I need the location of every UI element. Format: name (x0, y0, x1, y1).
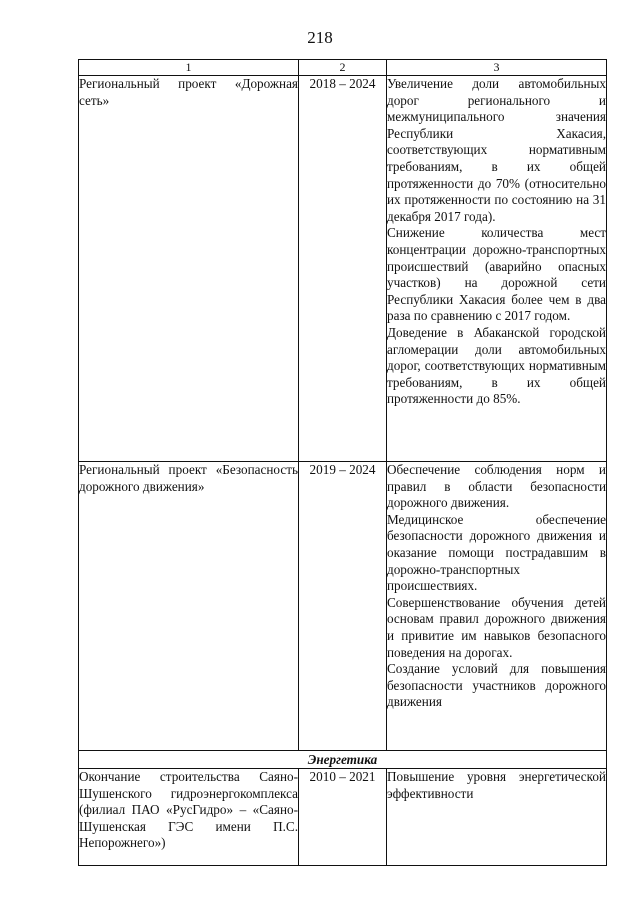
result-item: Увеличение доли автомобильных дорог регионального и межмуниципального значения Республики Хакасия, соответствующих нормативным требованиям, в их общей протяженности до 70% (относительно их протяженности по состоянию на 31 декабря 2017 года). (387, 76, 606, 224)
page-number: 218 (307, 28, 333, 47)
projects-table (78, 59, 607, 866)
column-number-row (79, 60, 607, 76)
project-period: 2018 – 2024 (299, 76, 387, 462)
result-item: Создание условий для повышения безопасности участников дорожного движения (387, 661, 606, 710)
table-row (79, 76, 607, 462)
result-item: Медицинское обеспечение безопасности дорожного движения и оказание помощи пострадавшим в дорожно-транспортных происшествиях. (387, 511, 606, 594)
project-results (387, 769, 607, 866)
project-name: Региональный проект «Безопасность дорожного движения» (79, 462, 299, 751)
project-results (387, 462, 607, 751)
table-row (79, 769, 607, 866)
result-item: Повышение уровня энергетической эффективности (387, 769, 606, 801)
section-header-row (79, 751, 607, 769)
table-row (79, 462, 607, 751)
project-name: Региональный проект «Дорожная сеть» (79, 76, 299, 462)
column-number-1: 1 (79, 60, 299, 76)
column-number-3: 3 (387, 60, 607, 76)
project-period: 2010 – 2021 (299, 769, 387, 866)
project-results (387, 76, 607, 462)
result-item: Обеспечение соблюдения норм и правил в области безопасности дорожного движения. (387, 462, 606, 511)
result-item: Доведение в Абаканской городской агломерации доли автомобильных дорог, соответствующих нормативным требованиям, в их общей протяженности до 85%. (387, 324, 606, 407)
section-title: Энергетика (79, 751, 607, 769)
project-period: 2019 – 2024 (299, 462, 387, 751)
project-name: Окончание строительства Саяно-Шушенского гидроэнергокомплекса (филиал ПАО «РусГидро» – «Саяно-Шушенская ГЭС имени П.С. Непорожнего») (79, 769, 299, 866)
column-number-2: 2 (299, 60, 387, 76)
result-item: Снижение количества мест концентрации дорожно-транспортных происшествий (аварийно опасных участков) на дорожной сети Республики Хакасия более чем в два раза по сравнению с 2017 годом. (387, 225, 606, 324)
result-item: Совершенствование обучения детей основам правил дорожного движения и привитие им навыков безопасного поведения на дорогах. (387, 594, 606, 660)
